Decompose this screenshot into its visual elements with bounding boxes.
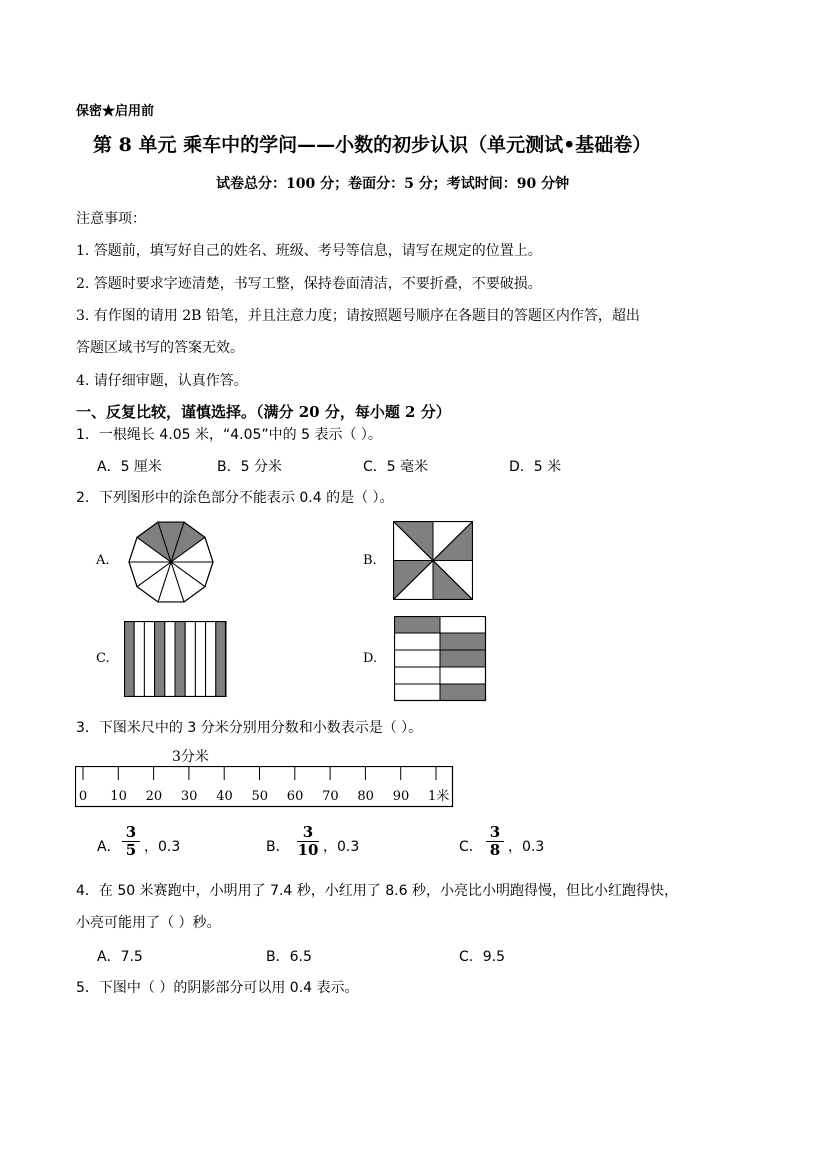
q3-option-b-fraction <box>293 824 323 859</box>
fraction-numerator: 3 <box>489 823 501 841</box>
q2-option-d-label[interactable]: D. <box>363 651 378 666</box>
q2-option-c-label[interactable]: C. <box>96 651 110 666</box>
q3-option-b-decimal: ，0.3 <box>323 839 360 855</box>
ruler-tick-label: 0 <box>78 789 88 804</box>
q3-option-b-letter[interactable]: B． <box>266 839 290 855</box>
ruler-tick-label: 60 <box>286 789 304 804</box>
note-item: 4. 请仔细审题，认真作答。 <box>76 373 248 389</box>
stripe <box>134 621 144 697</box>
stripe <box>185 621 195 697</box>
page-subtitle: 试卷总分：100 分；卷面分：5 分；考试时间：90 分钟 <box>216 176 570 192</box>
q1-option-c[interactable]: C．5 毫米 <box>363 459 429 475</box>
q4-option-a[interactable]: A．7.5 <box>97 949 143 965</box>
square-pinwheel-figure <box>393 521 473 600</box>
stripe <box>206 621 216 697</box>
grid-shaded-cell <box>440 633 486 650</box>
decagon-figure <box>124 519 218 605</box>
q3-option-c-fraction <box>482 824 508 859</box>
note-item: 1. 答题前，填写好自己的姓名、班级、考号等信息，请写在规定的位置上。 <box>76 243 542 259</box>
ruler-tick-label: 40 <box>216 789 233 804</box>
note-item: 答题区域书写的答案无效。 <box>76 340 244 356</box>
ruler-tick-label: 80 <box>357 789 374 804</box>
notes-heading: 注意事项： <box>76 211 146 227</box>
stripe <box>155 621 165 697</box>
grid-figure <box>394 616 487 702</box>
ruler-tick-label: 90 <box>392 789 410 804</box>
ruler-tick-label: 10 <box>110 789 127 804</box>
q2-option-b-label[interactable]: B. <box>363 553 377 568</box>
q4-option-c[interactable]: C．9.5 <box>459 949 506 965</box>
question-3-stem: 3．下图米尺中的 3 分米分别用分数和小数表示是（ ）。 <box>76 720 423 736</box>
ruler-tick-label: 70 <box>322 789 339 804</box>
section-heading: 一、反复比较，谨慎选择。（满分 20 分，每小题 2 分） <box>76 403 451 421</box>
fraction-denominator: 10 <box>297 841 319 859</box>
q4-option-b[interactable]: B．6.5 <box>266 949 312 965</box>
fraction-numerator: 3 <box>302 823 314 841</box>
question-2-stem: 2．下列图形中的涂色部分不能表示 0.4 的是（ ）。 <box>76 490 394 506</box>
question-4-stem-line2: 小亮可能用了（ ）秒。 <box>76 915 221 931</box>
stripe <box>124 621 134 697</box>
stripe-group <box>124 621 226 697</box>
stripe <box>216 621 226 697</box>
grid-shaded-cell <box>394 616 440 633</box>
ruler-label: 3分米 <box>172 749 209 765</box>
stripe <box>144 621 154 697</box>
question-5-stem: 5．下图中（ ）的阴影部分可以用 0.4 表示。 <box>76 980 359 996</box>
ruler-tick-label: 20 <box>145 789 163 804</box>
q3-option-c-decimal: ，0.3 <box>508 839 545 855</box>
q3-option-a-fraction <box>118 824 144 859</box>
fraction-denominator: 5 <box>125 841 137 859</box>
q3-option-a-letter[interactable]: A． <box>97 839 121 855</box>
stripe <box>165 621 175 697</box>
note-item: 3. 有作图的请用 2B 铅笔，并且注意力度；请按照题号顺序在各题目的答题区内作答，超出 <box>76 308 640 324</box>
stripes-figure <box>124 621 227 697</box>
grid-shaded-cell <box>440 650 486 667</box>
meter-ruler <box>75 766 455 808</box>
ruler-tick-label: 1米 <box>428 789 450 804</box>
q1-option-a[interactable]: A．5 厘米 <box>97 459 162 475</box>
q1-option-d[interactable]: D．5 米 <box>509 459 562 475</box>
ruler-tick-label: 30 <box>180 789 198 804</box>
fraction-numerator: 3 <box>125 823 137 841</box>
note-item: 2. 答题时要求字迹清楚，书写工整，保持卷面清洁，不要折叠，不要破损。 <box>76 276 542 292</box>
grid-shaded-cell <box>440 684 486 701</box>
ruler-tick-label: 50 <box>251 789 269 804</box>
stripe <box>195 621 205 697</box>
q3-option-a-decimal: ，0.3 <box>144 839 181 855</box>
page-title: 第 8 单元 乘车中的学问——小数的初步认识（单元测试•基础卷） <box>93 134 652 156</box>
question-1-stem: 1．一根绳长 4.05 米，“4.05”中的 5 表示（ ）。 <box>76 427 382 443</box>
fraction-denominator: 8 <box>489 841 501 859</box>
confidential-label: 保密★启用前 <box>76 104 155 119</box>
question-4-stem-line1: 4．在 50 米赛跑中，小明用了 7.4 秒，小红用了 8.6 秒，小亮比小明跑得慢，但比小红跑得快， <box>76 883 678 899</box>
q1-option-b[interactable]: B．5 分米 <box>217 459 282 475</box>
q2-option-a-label[interactable]: A. <box>96 553 110 568</box>
q3-option-c-letter[interactable]: C． <box>459 839 483 855</box>
stripe <box>175 621 185 697</box>
